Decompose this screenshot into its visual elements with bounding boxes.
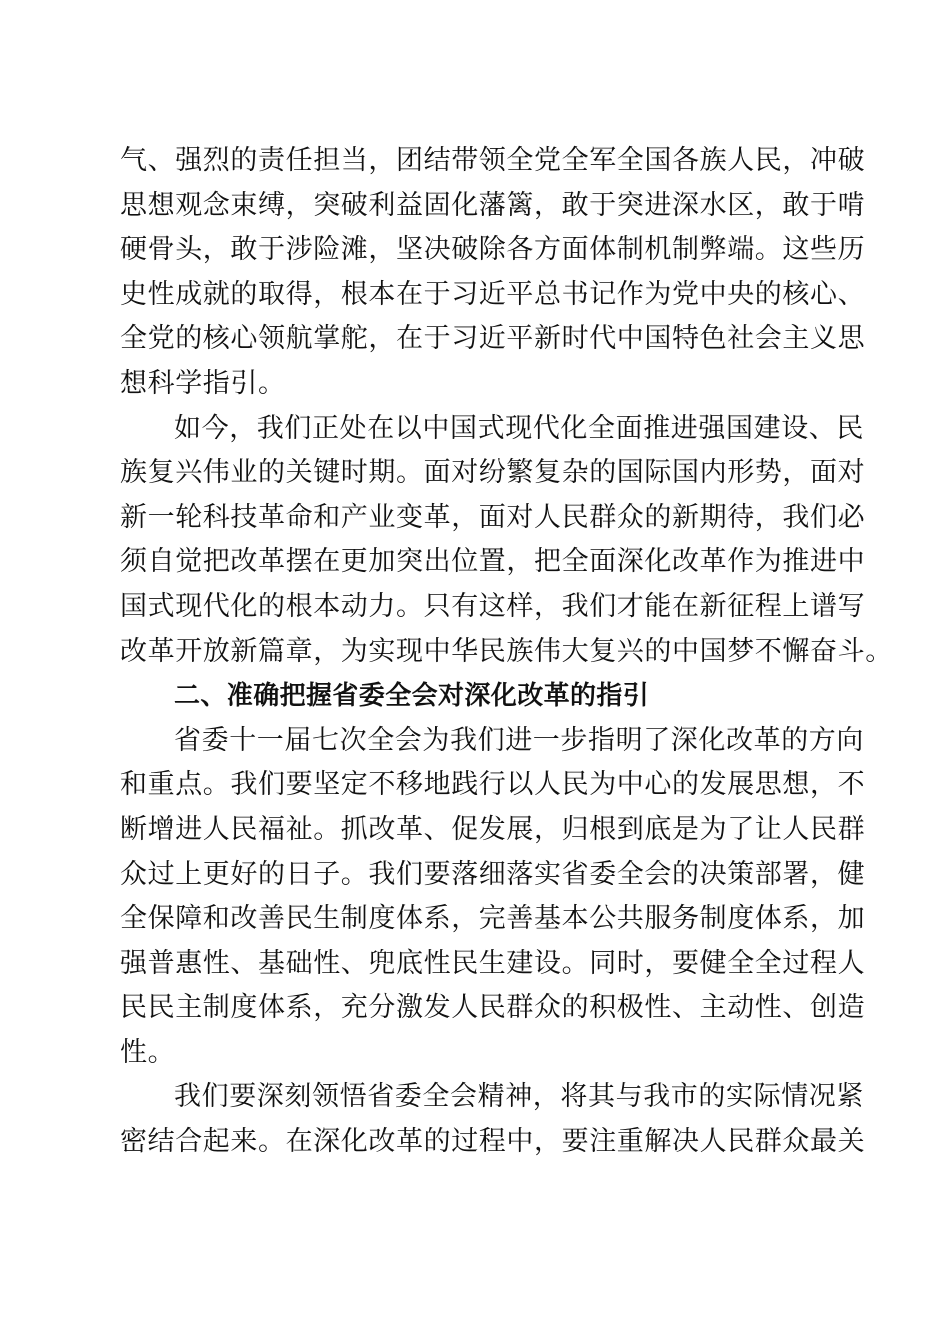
paragraph xyxy=(120,139,866,407)
text-line: 想科学指引。 xyxy=(120,367,286,399)
text-line: 众过上更好的日子。我们要落细落实省委全会的决策部署，健 xyxy=(120,858,866,890)
text-line: 省委十一届七次全会为我们进一步指明了深化改革的方向 xyxy=(174,724,864,756)
text-line: 全保障和改善民生制度体系，完善基本公共服务制度体系，加 xyxy=(120,903,866,935)
text-line: 密结合起来。在深化改革的过程中，要注重解决人民群众最关 xyxy=(120,1126,866,1158)
text-line: 全党的核心领航掌舵，在于习近平新时代中国特色社会主义思 xyxy=(120,323,866,355)
text-line: 新一轮科技革命和产业变革，面对人民群众的新期待，我们必 xyxy=(120,501,866,533)
text-line: 族复兴伟业的关键时期。面对纷繁复杂的国际国内形势，面对 xyxy=(120,457,866,489)
text-line: 如今，我们正处在以中国式现代化全面推进强国建设、民 xyxy=(174,412,864,444)
text-line: 思想观念束缚，突破利益固化藩篱，敢于突进深水区，敢于啃 xyxy=(120,189,866,221)
paragraph xyxy=(120,719,866,1076)
text-line: 强普惠性、基础性、兜底性民生建设。同时，要健全全过程人 xyxy=(120,947,866,979)
text-line: 我们要深刻领悟省委全会精神，将其与我市的实际情况紧 xyxy=(174,1081,864,1113)
text-line: 和重点。我们要坚定不移地践行以人民为中心的发展思想，不 xyxy=(120,769,866,801)
text-line: 性。 xyxy=(120,1036,176,1068)
paragraph xyxy=(120,1075,866,1164)
text-line: 硬骨头，敢于涉险滩，坚决破除各方面体制机制弊端。这些历 xyxy=(120,234,866,266)
text-line: 改革开放新篇章，为实现中华民族伟大复兴的中国梦不懈奋斗。 xyxy=(120,635,893,667)
text-line: 断增进人民福祉。抓改革、促发展，归根到底是为了让人民群 xyxy=(120,813,866,845)
text-line: 国式现代化的根本动力。只有这样，我们才能在新征程上谱写 xyxy=(120,590,866,622)
section-heading: 二、准确把握省委全会对深化改革的指引 xyxy=(174,681,650,712)
document-body xyxy=(120,139,893,1165)
text-line: 史性成就的取得，根本在于习近平总书记作为党中央的核心、 xyxy=(120,278,866,310)
text-line: 须自觉把改革摆在更加突出位置，把全面深化改革作为推进中 xyxy=(120,546,866,578)
text-line: 气、强烈的责任担当，团结带领全党全军全国各族人民，冲破 xyxy=(120,145,866,176)
paragraph xyxy=(120,407,893,675)
text-line: 民民主制度体系，充分激发人民群众的积极性、主动性、创造 xyxy=(120,992,866,1024)
